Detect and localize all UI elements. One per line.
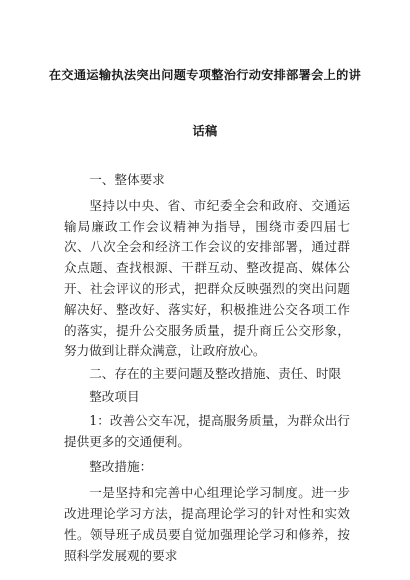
item-paragraph: 1：改善公交车况，提高服务质量，为群众出行提供更多的交通便利。 [64, 412, 350, 449]
document-title-line-2: 话稿 [192, 124, 218, 138]
document-title-line-1: 在交通运输执法突出问题专项整治行动安排部署会上的讲 [48, 68, 362, 82]
item-heading: 整改项目 [89, 388, 140, 404]
body-paragraph: 坚持以中央、省、市纪委全会和政府、交通运输局廉政工作会议精神为指导，围绕市委四届七次、八次全会和经济工作会议的安排部署，通过群众点题、查找根源、干群互动、整改提高、媒体公开、社会评议的形式，把群众反映强烈的突出问题解决好、整改好、落实好，积极推进公交各项工作的落实，提升公交服务质量，提升商丘公交形象，努力做到让群众满意，让政府放心。 [64, 197, 350, 359]
section-heading-problems: 二、存在的主要问题及整改措施、责任、时限 [89, 366, 342, 382]
measures-heading: 整改措施： [89, 459, 153, 475]
document-body [64, 170, 350, 566]
section-heading-requirements: 一、整体要求 [89, 172, 165, 187]
measures-paragraph: 一是坚持和完善中心组理论学习制度。进一步改进理论学习方法，提高理论学习的针对性和实效性。领导班子成员要自觉加强理论学习和修养，按照科学发展观的要求 [64, 485, 350, 563]
